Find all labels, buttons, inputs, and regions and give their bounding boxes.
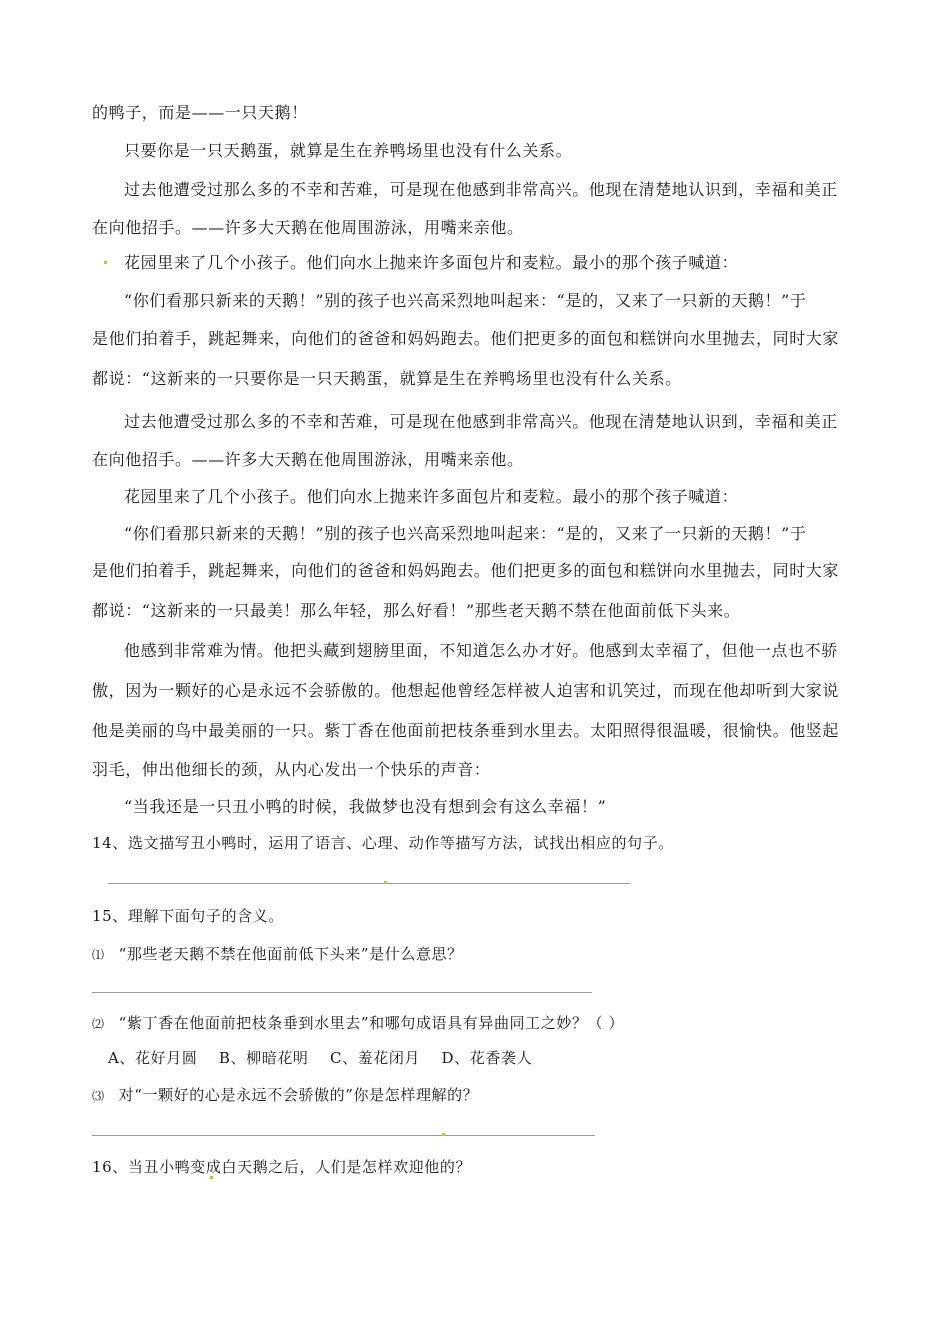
passage-line: 傲，因为一颗好的心是永远不会骄傲的。他想起他曾经怎样被人迫害和讥笑过，而现在他却听到大家说 bbox=[92, 681, 840, 700]
question-15-1-number: ⑴ bbox=[92, 948, 105, 962]
passage-line: 在向他招手。——许多大天鹅在他周围游泳，用嘴来亲他。 bbox=[92, 450, 524, 469]
passage-line: 只要你是一只天鹅蛋，就算是生在养鸭场里也没有什么关系。 bbox=[124, 141, 573, 160]
answer-line-14[interactable] bbox=[108, 883, 630, 884]
speck bbox=[384, 881, 387, 884]
speck bbox=[104, 261, 107, 264]
passage-line: 花园里来了几个小孩子。他们向水上抛来许多面包片和麦粒。最小的那个孩子喊道： bbox=[124, 253, 739, 272]
question-15-2-options: A、花好月圆 B、柳暗花明 C、羞花闭月 D、花香袭人 bbox=[108, 1049, 533, 1067]
question-15-3 bbox=[92, 1085, 478, 1106]
question-15-1 bbox=[92, 944, 463, 965]
passage-line: 过去他遭受过那么多的不幸和苦难，可是现在他感到非常高兴。他现在清楚地认识到，幸福和美正 bbox=[124, 180, 838, 199]
question-15-1-text: “那些老天鹅不禁在他面前低下头来”是什么意思？ bbox=[118, 945, 463, 963]
passage-line: 是他们拍着手，跳起舞来，向他们的爸爸和妈妈跑去。他们把更多的面包和糕饼向水里抛去，同时大家 bbox=[92, 329, 840, 348]
question-16: 16、当丑小鸭变成白天鹅之后，人们是怎样欢迎他的？ bbox=[92, 1158, 472, 1176]
passage-line: “当我还是一只丑小鸭的时候，我做梦也没有想到会有这么幸福！” bbox=[124, 797, 607, 816]
passage-line: 在向他招手。——许多大天鹅在他周围游泳，用嘴来亲他。 bbox=[92, 218, 524, 237]
passage-line: 的鸭子，而是——一只天鹅！ bbox=[92, 103, 308, 122]
speck bbox=[210, 1176, 213, 1179]
question-15-2-number: ⑵ bbox=[92, 1017, 105, 1031]
passage-line: “你们看那只新来的天鹅！”别的孩子也兴高采烈地叫起来：“是的，又来了一只新的天鹅！”于 bbox=[124, 291, 807, 310]
passage-line: 是他们拍着手，跳起舞来，向他们的爸爸和妈妈跑去。他们把更多的面包和糕饼向水里抛去，同时大家 bbox=[92, 561, 840, 580]
passage-line: 过去他遭受过那么多的不幸和苦难，可是现在他感到非常高兴。他现在清楚地认识到，幸福和美正 bbox=[124, 412, 838, 431]
question-15-3-text: 对“一颗好的心是永远不会骄傲的”你是怎样理解的？ bbox=[118, 1086, 479, 1104]
speck bbox=[442, 1133, 445, 1136]
passage-line: 羽毛，伸出他细长的颈，从内心发出一个快乐的声音： bbox=[92, 760, 491, 779]
answer-line-15-1[interactable] bbox=[92, 992, 592, 993]
passage-line: 他感到非常难为情。他把头藏到翅膀里面，不知道怎么办才好。他感到太幸福了，但他一点也不骄 bbox=[124, 641, 838, 660]
passage-line: “你们看那只新来的天鹅！”别的孩子也兴高采烈地叫起来：“是的，又来了一只新的天鹅！”于 bbox=[124, 524, 807, 543]
passage-line: 花园里来了几个小孩子。他们向水上抛来许多面包片和麦粒。最小的那个孩子喊道： bbox=[124, 487, 739, 506]
question-15: 15、理解下面句子的含义。 bbox=[92, 907, 284, 925]
passage-line: 都说：“这新来的一只要你是一只天鹅蛋，就算是生在养鸭场里也没有什么关系。 bbox=[92, 369, 682, 388]
passage-line: 都说：“这新来的一只最美！那么年轻，那么好看！”那些老天鹅不禁在他面前低下头来。 bbox=[92, 601, 741, 620]
question-15-2-text: “紫丁香在他面前把枝条垂到水里去”和哪句成语具有异曲同工之妙？（ ） bbox=[118, 1014, 625, 1032]
answer-line-15-3[interactable] bbox=[92, 1135, 595, 1136]
question-14: 14、选文描写丑小鸭时，运用了语言、心理、动作等描写方法，试找出相应的句子。 bbox=[92, 834, 674, 852]
question-15-2 bbox=[92, 1013, 624, 1034]
passage-line: 他是美丽的鸟中最美丽的一只。紫丁香在他面前把枝条垂到水里去。太阳照得很温暖，很愉快。他竖起 bbox=[92, 721, 840, 740]
question-15-3-number: ⑶ bbox=[92, 1089, 105, 1103]
